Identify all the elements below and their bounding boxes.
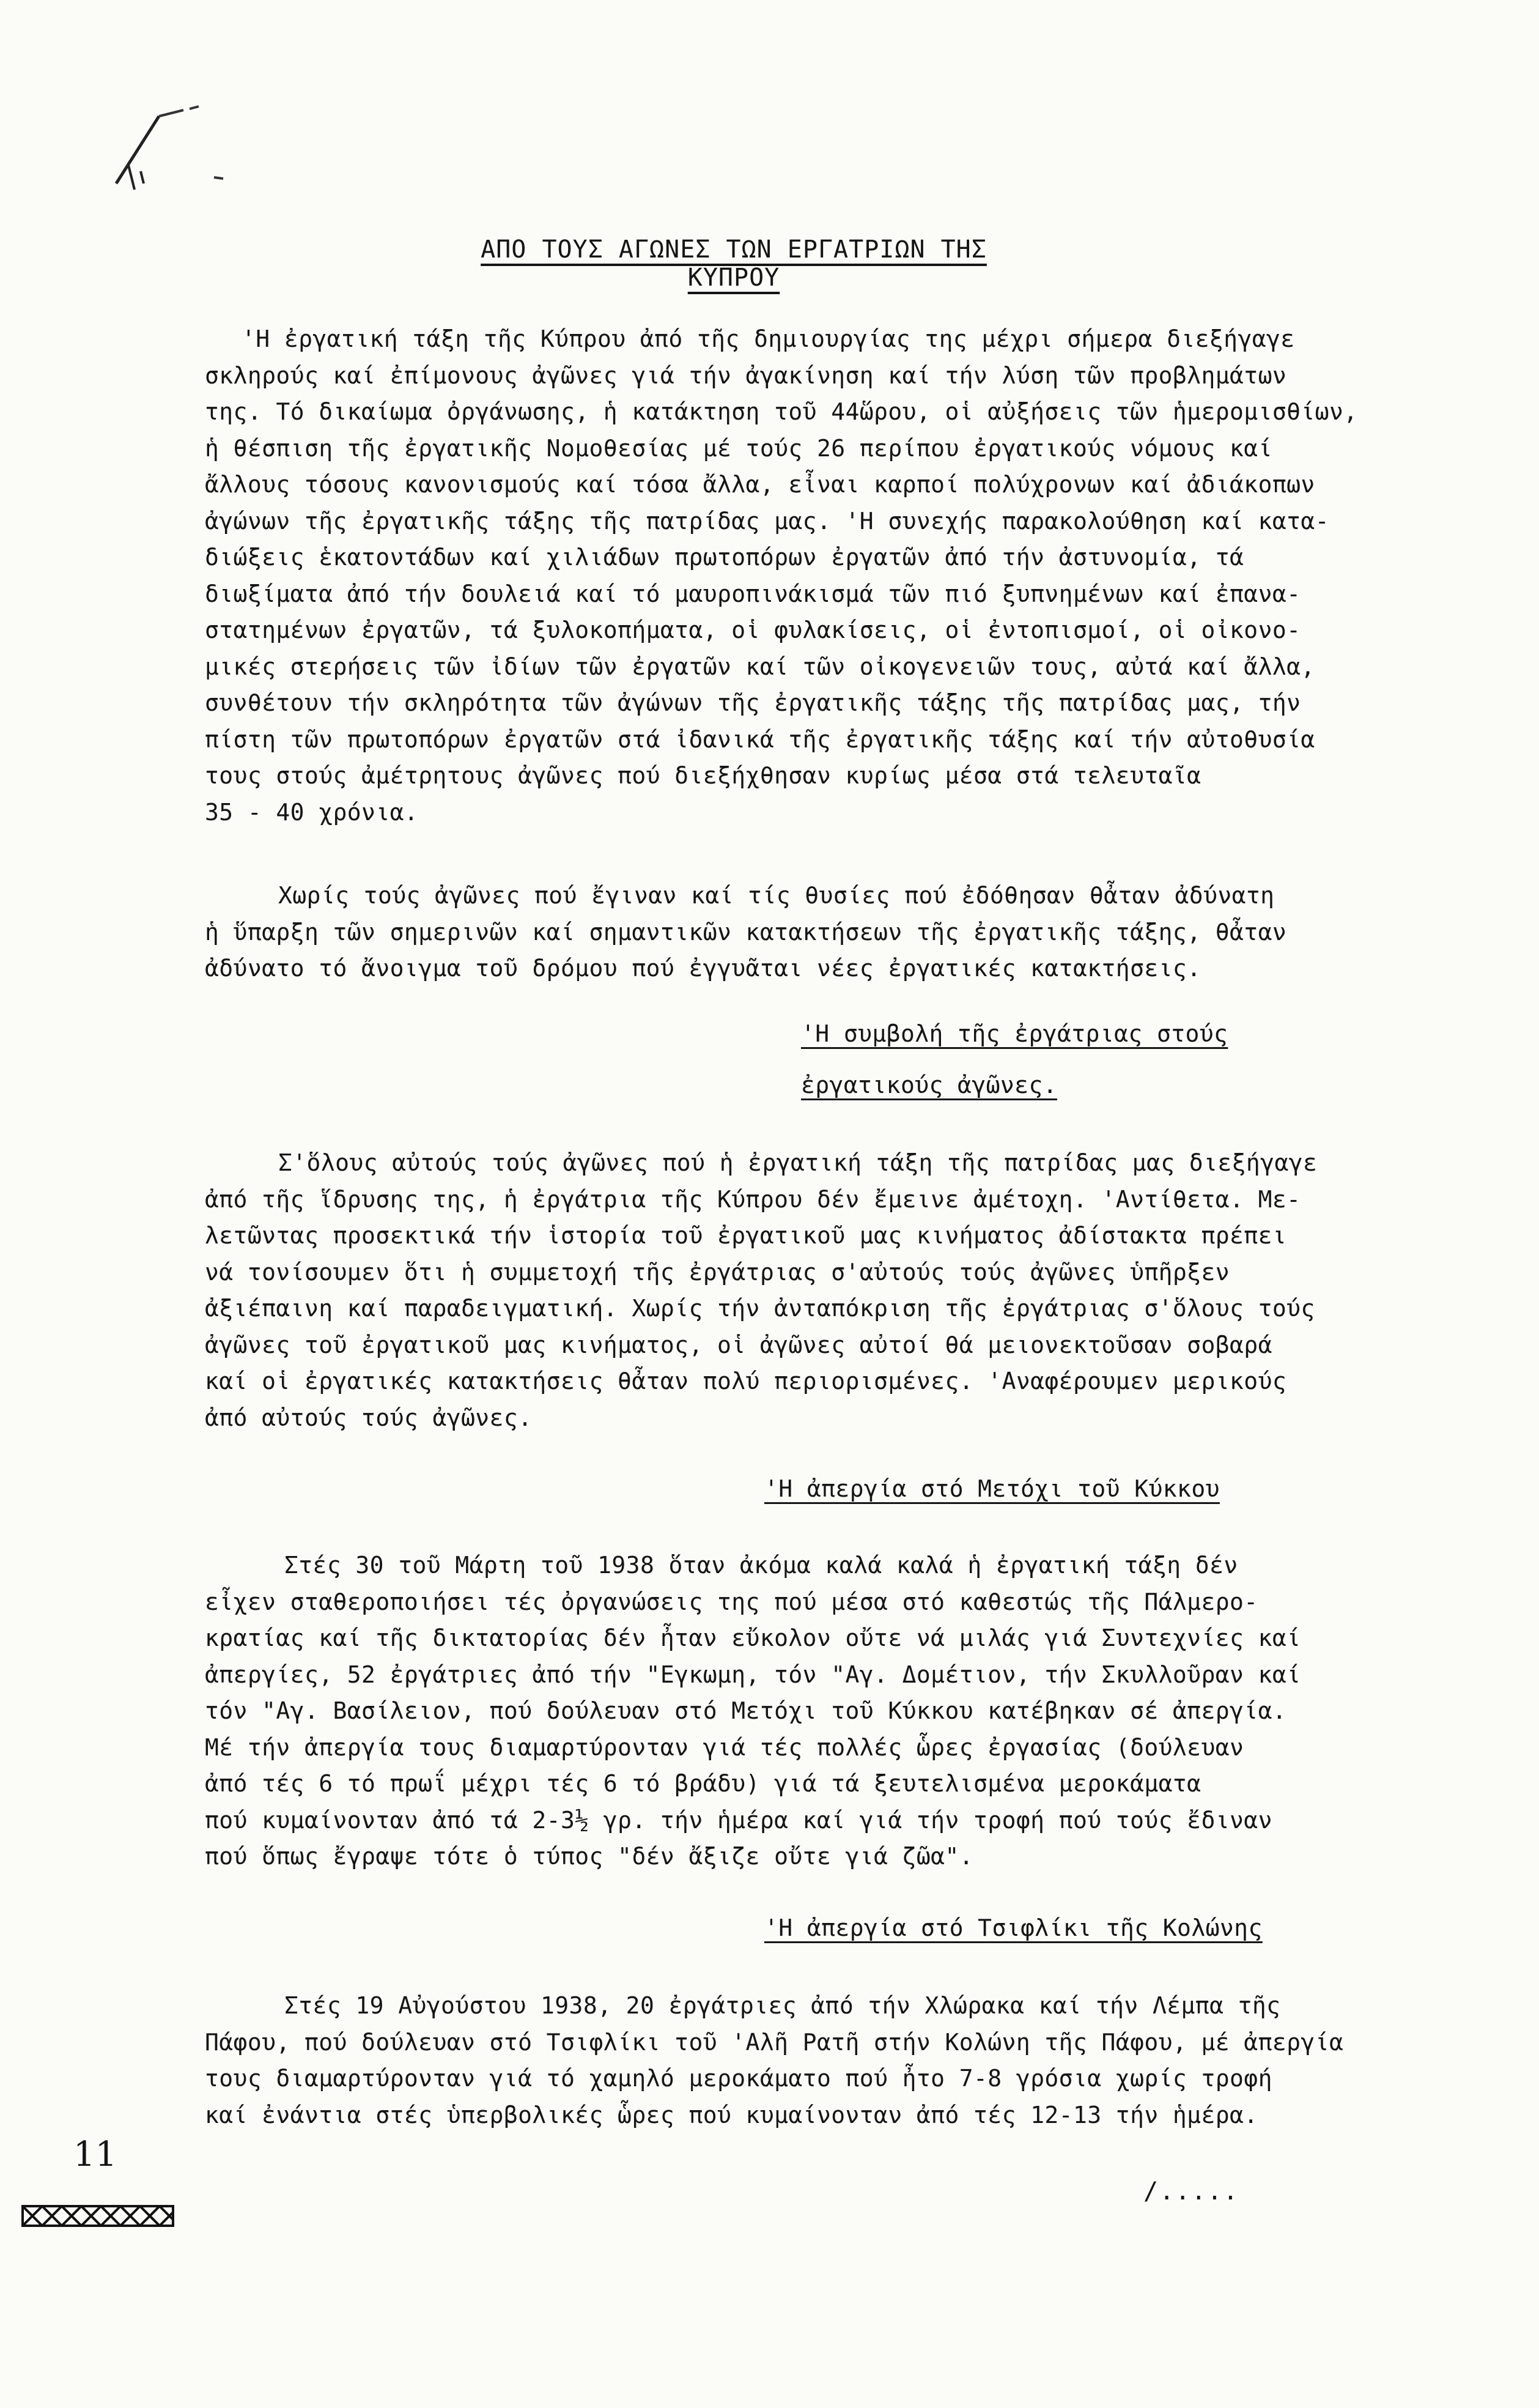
text-line: μικές στερήσεις τῶν ἰδίων τῶν ἐργατῶν καί τῶν οἰκογενειῶν τους, αὐτά καί ἄλλα, <box>205 653 1315 680</box>
text-line: καί ἐνάντια στές ὑπερβολικές ὧρες πού κυμαίνονταν ἀπό τές 12-13 τήν ἡμέρα. <box>205 2101 1258 2128</box>
text-line: τους διαμαρτύρονταν γιά τό χαμηλό μεροκάματο πού ἦτο 7-8 γρόσια χωρίς τροφή <box>205 2065 1272 2092</box>
archive-stamp <box>21 2205 174 2227</box>
section-heading: 'Η συμβολή τῆς ἐργάτριας στούς <box>801 1020 1228 1047</box>
text-line: ἀγώνων τῆς ἐργατικῆς τάξης τῆς πατρίδας μας. 'Η συνεχής παρακολούθηση καί κατα- <box>205 507 1329 535</box>
section-heading: 'Η ἀπεργία στό Μετόχι τοῦ Κύκκου <box>764 1475 1220 1502</box>
text-line: πού ὅπως ἔγραψε τότε ὁ τύπος "δέν ἄξιζε οὔτε γιά ζῶα". <box>205 1843 974 1870</box>
text-line: νά τονίσουμεν ὅτι ἡ συμμετοχή τῆς ἐργάτριας σ'αὐτούς τούς ἀγῶνες ὑπῆρξεν <box>205 1258 1230 1286</box>
text-line: τους στούς ἀμέτρητους ἀγῶνες πού διεξήχθησαν κυρίως μέσα στά τελευταῖα <box>205 762 1201 789</box>
text-line: ἀπεργίες, 52 ἐργάτριες ἀπό τήν "Εγκωμη, τόν "Αγ. Δομέτιον, τήν Σκυλλοῦραν καί <box>205 1661 1301 1688</box>
text-line: Στές 19 Αὐγούστου 1938, 20 ἐργάτριες ἀπό τήν Χλώρακα καί τήν Λέμπα τῆς <box>284 1992 1281 2019</box>
text-line: ἀξιέπαινη καί παραδειγματική. Χωρίς τήν ἀνταπόκριση τῆς ἐργάτριας σ'ὅλους τούς <box>205 1295 1315 1322</box>
page-number: 11 <box>73 2135 117 2174</box>
text-line: 'Η ἐργατική τάξη τῆς Κύπρου ἀπό τῆς δημιουργίας της μέχρι σήμερα διεξήγαγε <box>242 325 1295 352</box>
text-line: ἄλλους τόσους κανονισμούς καί τόσα ἄλλα, εἶναι καρποί πολύχρονων καί ἀδιάκοπων <box>205 471 1315 498</box>
text-line: ἀπό τῆς ἵδρυσης της, ἡ ἐργάτρια τῆς Κύπρου δέν ἔμεινε ἀμέτοχη. 'Αντίθετα. Με- <box>205 1185 1301 1213</box>
handwritten-mark <box>92 92 226 202</box>
text-line: διώξεις ἑκατοντάδων καί χιλιάδων πρωτοπόρων ἐργατῶν ἀπό τήν ἀστυνομία, τά <box>205 544 1244 571</box>
text-line: 35 - 40 χρόνια. <box>205 798 419 826</box>
text-line: συνθέτουν τήν σκληρότητα τῶν ἀγώνων τῆς ἐργατικῆς τάξης τῆς πατρίδας μας, τήν <box>205 689 1301 716</box>
text-line: σκληρούς καί ἐπίμονους ἀγῶνες γιά τήν ἀγακίνηση καί τήν λύση τῶν προβλημάτων <box>205 361 1287 389</box>
text-line: ἡ ὕπαρξη τῶν σημερινῶν καί σημαντικῶν κατακτήσεων τῆς ἐργατικῆς τάξης, θἆταν <box>205 918 1287 946</box>
intro-paragraph <box>205 321 1358 831</box>
text-line: της. Τό δικαίωμα ὀργάνωσης, ἡ κατάκτηση τοῦ 44ὥρου, οἱ αὐξήσεις τῶν ἡμερομισθίων, <box>205 398 1358 425</box>
text-line: Πάφου, πού δούλευαν στό Τσιφλίκι τοῦ 'Αλῆ Ρατῆ στήν Κολώνη τῆς Πάφου, μέ ἀπεργία <box>205 2028 1344 2056</box>
text-line: ἀδύνατο τό ἄνοιγμα τοῦ δρόμου πού ἐγγυᾶται νέες ἐργατικές κατακτήσεις. <box>205 955 1201 982</box>
text-line: Στές 30 τοῦ Μάρτη τοῦ 1938 ὅταν ἀκόμα καλά καλά ἡ ἐργατική τάξη δέν <box>284 1552 1238 1579</box>
text-line: κρατίας καί τῆς δικτατορίας δέν ἦταν εὔκολον οὔτε νά μιλάς γιά Συντεχνίες καί <box>205 1624 1301 1651</box>
paragraph-2 <box>205 878 1286 987</box>
text-line: πίστη τῶν πρωτοπόρων ἐργατῶν στά ἰδανικά τῆς ἐργατικῆς τάξης καί τήν αὐτοθυσία <box>205 725 1315 753</box>
text-line: ἡ θέσπιση τῆς ἐργατικῆς Νομοθεσίας μέ τούς 26 περίπου ἐργατικούς νόμους καί <box>205 434 1272 462</box>
text-line: στατημένων ἐργατῶν, τά ξυλοκοπήματα, οἱ φυλακίσεις, οἱ ἐντοπισμοί, οἱ οἰκονο- <box>205 617 1301 643</box>
text-line: Χωρίς τούς ἀγῶνες πού ἔγιναν καί τίς θυσίες πού ἐδόθησαν θἆταν ἀδύνατη <box>278 882 1275 909</box>
text-line: Μέ τήν ἀπεργία τους διαμαρτύρονταν γιά τές πολλές ὧρες ἐργασίας (δούλευαν <box>205 1733 1244 1761</box>
section-heading: ἐργατικούς ἀγῶνες. <box>801 1072 1058 1098</box>
continuation-mark: /..... <box>1143 2177 1239 2206</box>
paragraph-3 <box>205 1145 1317 1436</box>
paragraph-4 <box>205 1547 1301 1875</box>
document-title: ΑΠΟ ΤΟΥΣ ΑΓΩΝΕΣ ΤΩΝ ΕΡΓΑΤΡΙΩΝ ΤΗΣ ΚΥΠΡΟΥ <box>481 235 987 292</box>
text-line: ἀπό τές 6 τό πρωΐ μέχρι τές 6 τό βράδυ) γιά τά ξευτελισμένα μεροκάματα <box>205 1770 1201 1797</box>
text-line: λετῶντας προσεκτικά τήν ἱστορία τοῦ ἐργατικοῦ μας κινήματος ἀδίστακτα πρέπει <box>205 1222 1287 1249</box>
text-line: ἀπό αὐτούς τούς ἀγῶνες. <box>205 1404 533 1431</box>
text-line: πού κυμαίνονταν ἀπό τά 2-3½ γρ. τήν ἡμέρα καί γιά τήν τροφή πού τούς ἔδιναν <box>205 1806 1272 1834</box>
text-line: καί οἱ ἐργατικές κατακτήσεις θἆταν πολύ περιορισμένες. 'Αναφέρουμεν μερικούς <box>205 1368 1287 1395</box>
text-line: εἶχεν σταθεροποιήσει τές ὀργανώσεις της πού μέσα στό καθεστώς τῆς Πάλμερο- <box>205 1588 1258 1615</box>
text-line: ἀγῶνες τοῦ ἐργατικοῦ μας κινήματος, οἱ ἀγῶνες αὐτοί θά μειονεκτοῦσαν σοβαρά <box>205 1331 1272 1358</box>
text-line: διωξίματα ἀπό τήν δουλειά καί τό μαυροπινάκισμά τῶν πιό ξυπνημένων καί ἐπανα- <box>205 580 1301 607</box>
text-line: τόν "Αγ. Βασίλειον, πού δούλευαν στό Μετόχι τοῦ Κύκκου κατέβηκαν σέ ἀπεργία. <box>205 1697 1287 1724</box>
section-heading: 'Η ἀπεργία στό Τσιφλίκι τῆς Κολώνης <box>764 1914 1263 1941</box>
paragraph-5 <box>205 1988 1343 2133</box>
text-line: Σ'ὅλους αὐτούς τούς ἀγῶνες πού ἡ ἐργατική τάξη τῆς πατρίδας μας διεξήγαγε <box>278 1149 1318 1176</box>
